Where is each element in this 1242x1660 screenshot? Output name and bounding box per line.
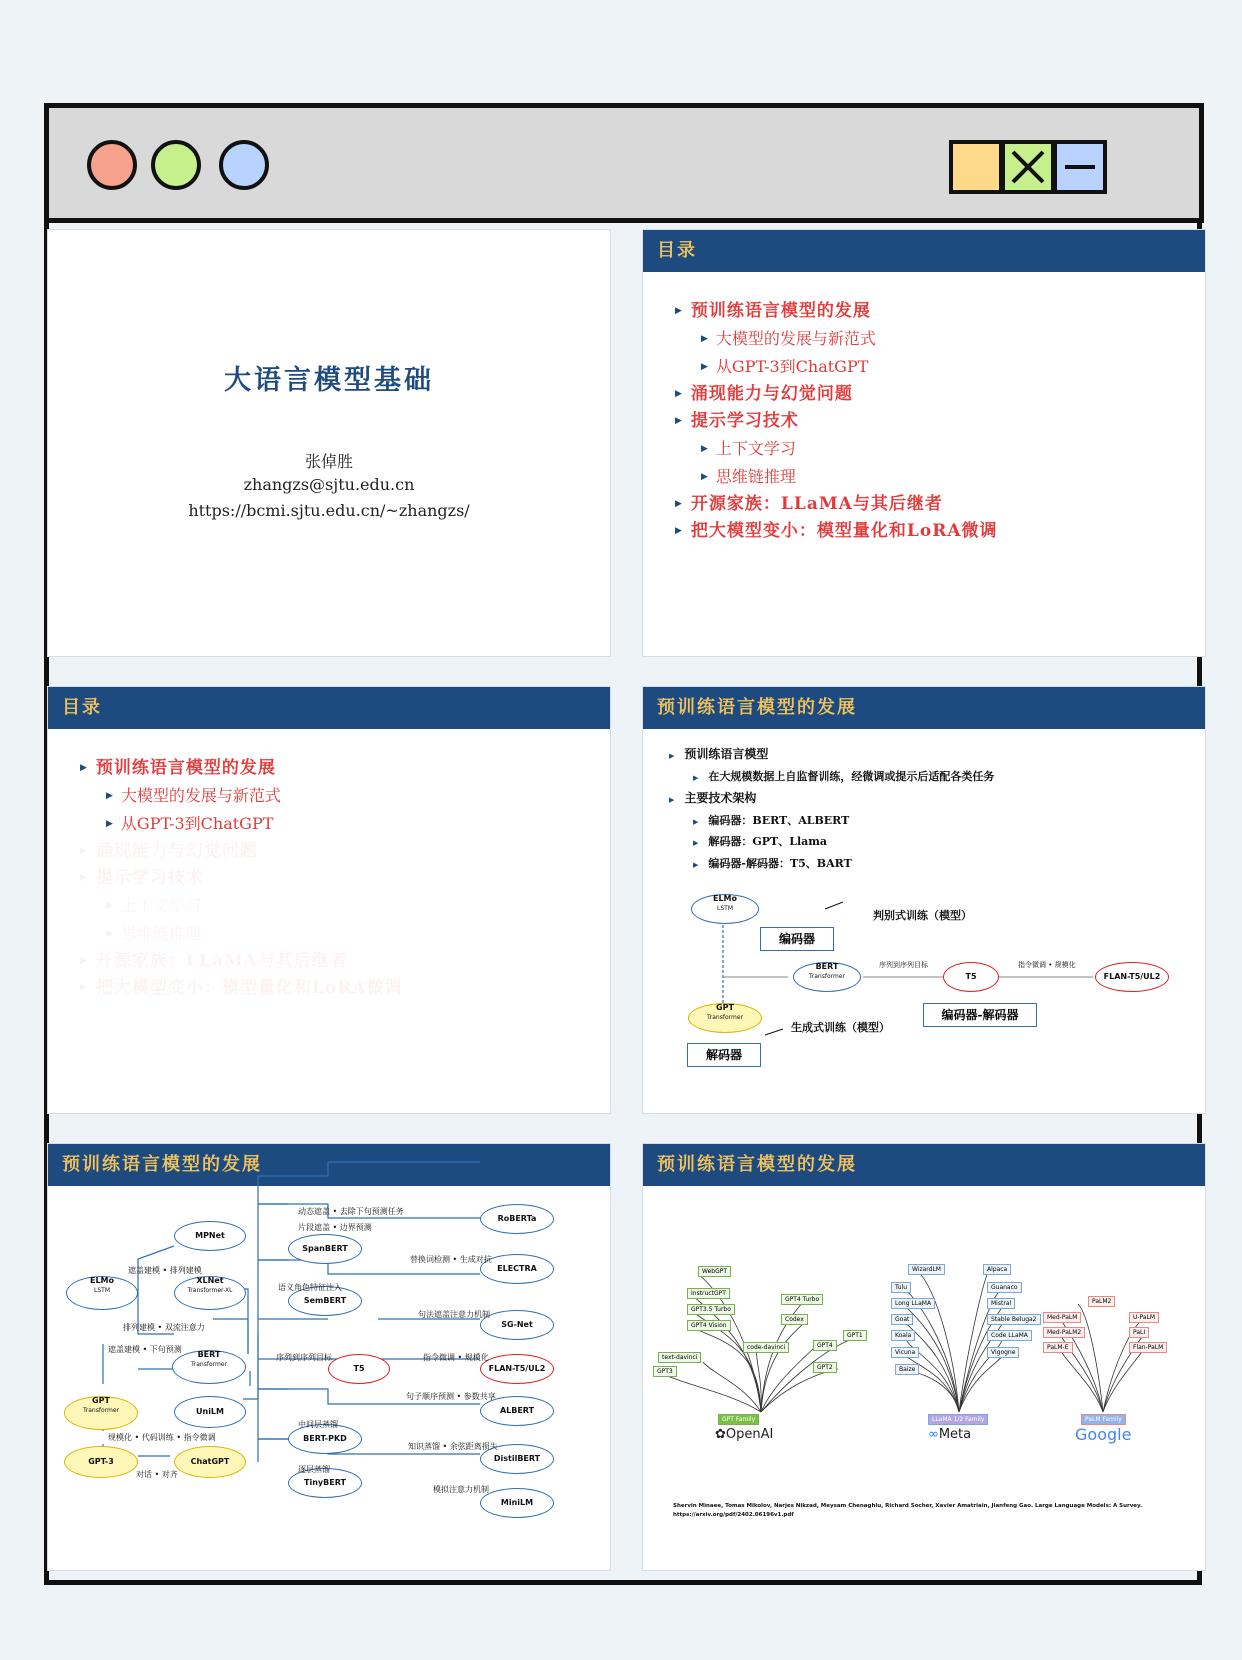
palm-family-label: PaLM Family xyxy=(1081,1414,1126,1425)
openai-icon: ✿ xyxy=(715,1427,726,1442)
slide-header: 预训练语言模型的发展 xyxy=(643,687,1205,729)
gpt-model-tag: GPT3 xyxy=(653,1366,677,1377)
llama-model-tag: WizardLM xyxy=(908,1264,945,1275)
author-name: 张倬胜 xyxy=(304,452,353,471)
edge-label: 句子顺序预测 • 参数共享 xyxy=(406,1392,496,1401)
node-t5: T5 xyxy=(328,1354,390,1384)
bullet-icon: ▶ xyxy=(675,526,683,536)
toc-text: 把大模型变小：模型量化和LoRA微调 xyxy=(95,978,403,998)
llama-model-tag: Baize xyxy=(895,1364,919,1375)
slide-toc[interactable] xyxy=(642,229,1206,657)
toc-text: 提示学习技术 xyxy=(95,868,204,888)
gpt-model-tag: GPT4 xyxy=(813,1340,837,1351)
bullet-icon: ▶ xyxy=(693,859,699,869)
author-url: https://bcmi.sjtu.edu.cn/~zhangzs/ xyxy=(188,501,470,520)
node-xlnet: XLNet Transformer-XL xyxy=(174,1276,246,1310)
toc-list xyxy=(675,298,998,545)
node-sembert: SemBERT xyxy=(288,1286,362,1316)
toc-list xyxy=(80,755,403,1002)
edge-label: 语义角色特征注入 xyxy=(278,1283,342,1292)
node-bert: BERT Transformer xyxy=(172,1350,246,1384)
edge-label: 排列建模 • 双流注意力 xyxy=(123,1323,205,1332)
box-decoder: 解码器 xyxy=(687,1043,761,1067)
toc-subsection xyxy=(80,892,403,920)
toc-text: 从GPT-3到ChatGPT xyxy=(120,814,274,833)
bullet-icon: ▶ xyxy=(106,791,113,801)
bullet-icon: ▶ xyxy=(693,772,699,782)
node-spanbert: SpanBERT xyxy=(288,1234,362,1264)
llama-model-tag: Guanaco xyxy=(987,1282,1022,1293)
gpt-model-tag: text-davinci xyxy=(658,1352,701,1363)
toc-section xyxy=(80,948,403,975)
bullet-icon: ▶ xyxy=(669,795,675,804)
edge-label: 遮盖建模 • 下句预测 xyxy=(108,1345,182,1354)
edge-label: 片段遮盖 • 边界预测 xyxy=(298,1223,372,1232)
node-tinybert: TinyBERT xyxy=(288,1468,362,1498)
slide-header: 预训练语言模型的发展 xyxy=(48,1144,610,1186)
llama-model-tag: Koala xyxy=(891,1330,915,1341)
edge-label: 中间层蒸馏 xyxy=(298,1420,338,1429)
maximize-button[interactable] xyxy=(949,140,1003,194)
node-distilbert: DistilBERT xyxy=(480,1444,554,1474)
minimize-button[interactable] xyxy=(1053,140,1107,194)
node-minilm: MiniLM xyxy=(480,1488,554,1518)
gpt-model-tag: Codex xyxy=(781,1314,808,1325)
toc-text: 预训练语言模型的发展 xyxy=(690,301,871,321)
edge-label: 动态遮盖 • 去除下句预测任务 xyxy=(298,1207,404,1216)
bullet-icon: ▶ xyxy=(675,306,683,316)
palm-model-tag: Flan-PaLM xyxy=(1129,1342,1167,1353)
llama-model-tag: Stable Beluga2 xyxy=(987,1314,1041,1325)
bullet-text: 编码器：BERT、ALBERT xyxy=(708,813,850,827)
edge-label: 替换词检测 • 生成对抗 xyxy=(410,1255,492,1264)
gpt-model-tag: code-davinci xyxy=(743,1342,789,1353)
toc-section xyxy=(675,518,998,545)
llama-model-tag: Alpaca xyxy=(983,1264,1011,1275)
toc-text: 大模型的发展与新范式 xyxy=(120,786,281,805)
box-encoder: 编码器 xyxy=(760,927,834,951)
palm-model-tag: U-PaLM xyxy=(1129,1312,1159,1323)
node-gpt: GPT Transformer xyxy=(688,1003,762,1033)
edge-label: 指令微调 • 规模化 xyxy=(423,1353,489,1362)
box-encoder-decoder: 编码器-解码器 xyxy=(923,1003,1037,1027)
toc-section xyxy=(80,975,403,1002)
bullet-icon: ▶ xyxy=(80,956,88,966)
slide-plm-architectures[interactable] xyxy=(642,686,1206,1114)
slide-plm-family-tree[interactable] xyxy=(47,1143,611,1571)
slide-header: 目录 xyxy=(643,230,1205,272)
toc-text: 开源家族：LLaMA与其后继者 xyxy=(95,951,348,971)
toc-subsection xyxy=(80,810,403,838)
slide-toc-section1[interactable] xyxy=(47,686,611,1114)
bullet-icon: ▶ xyxy=(80,846,88,856)
toc-text: 提示学习技术 xyxy=(690,411,799,431)
slide-llm-families[interactable] xyxy=(642,1143,1206,1571)
node-unilm: UniLM xyxy=(174,1396,246,1428)
node-bert: BERT Transformer xyxy=(793,962,861,992)
toc-section xyxy=(80,838,403,865)
llama-model-tag: Mistral xyxy=(987,1298,1015,1309)
minimize-icon xyxy=(1057,144,1103,190)
gpt-model-tag: GPT4 Turbo xyxy=(781,1294,823,1305)
node-mpnet: MPNet xyxy=(174,1221,246,1251)
bullet-icon: ▶ xyxy=(693,838,699,847)
bullet-icon: ▶ xyxy=(701,444,708,454)
bullet-icon: ▶ xyxy=(80,763,88,773)
node-roberta: RoBERTa xyxy=(480,1204,554,1234)
toc-text: 上下文学习 xyxy=(120,896,201,915)
toc-section xyxy=(675,408,998,435)
bullet-text: 在大规模数据上自监督训练，经微调或提示后适配各类任务 xyxy=(708,769,995,783)
llama-model-tag: Vicuna xyxy=(891,1347,919,1358)
meta-logo: ∞Meta xyxy=(928,1427,972,1442)
bullet-text: 编码器-解码器：T5、BART xyxy=(708,856,852,870)
toc-section xyxy=(80,865,403,892)
node-albert: ALBERT xyxy=(480,1396,554,1426)
node-elmo: ELMo LSTM xyxy=(66,1276,138,1310)
toc-text: 大模型的发展与新范式 xyxy=(715,329,876,348)
llama-model-tag: Tulu xyxy=(891,1282,911,1293)
label-seq2seq: 序列到序列目标 xyxy=(879,961,928,969)
label-generative: 生成式训练（模型） xyxy=(791,1021,890,1034)
window-titlebar xyxy=(44,103,1204,223)
toc-text: 开源家族：LLaMA与其后继者 xyxy=(690,494,943,514)
edge-label: 逐层蒸馏 xyxy=(298,1465,330,1474)
toc-text: 涌现能力与幻觉问题 xyxy=(95,841,258,861)
edge-label: 知识蒸馏 • 余弦距离损失 xyxy=(408,1442,498,1451)
toc-text: 上下文学习 xyxy=(715,439,796,458)
toc-section xyxy=(675,298,998,325)
bullet-icon: ▶ xyxy=(106,819,113,829)
gpt-model-tag: InstructGPT xyxy=(687,1288,730,1299)
toc-text: 涌现能力与幻觉问题 xyxy=(690,384,853,404)
toc-subsection xyxy=(675,463,998,491)
bullet-icon: ▶ xyxy=(675,416,683,426)
node-gpt3: GPT-3 xyxy=(64,1446,138,1478)
close-icon xyxy=(1005,144,1051,190)
slide-title[interactable] xyxy=(47,229,611,657)
llama-family-label: LLaMA 1/2 Family xyxy=(928,1414,988,1425)
bullet-icon: ▶ xyxy=(701,362,708,372)
llama-model-tag: Code LLaMA xyxy=(987,1330,1032,1341)
llama-model-tag: Long LLaMA xyxy=(891,1298,935,1309)
node-chatgpt: ChatGPT xyxy=(174,1446,246,1478)
bullet-icon: ▶ xyxy=(675,389,683,399)
toc-text: 思维链推理 xyxy=(715,467,796,486)
llama-model-tag: Goat xyxy=(891,1314,913,1325)
citation: Shervin Minaee, Tomas Mikolov, Narjes Nikzad, Meysam Chenaghlu, Richard Socher, Xavier Amatriain, Jianfeng Gao. Large Language Models: A Survey. https://arxiv.org/pdf/2402.06196v1.pdf xyxy=(673,1503,1143,1518)
palm-model-tag: Med-PaLM2 xyxy=(1043,1327,1085,1338)
toc-subsection xyxy=(80,920,403,948)
toc-section xyxy=(675,381,998,408)
toc-text: 预训练语言模型的发展 xyxy=(95,758,276,778)
slide-title-text: 大语言模型基础 xyxy=(224,365,434,396)
bullet-icon: ▶ xyxy=(693,816,699,826)
node-gpt: GPT Transformer xyxy=(64,1396,138,1430)
gpt-model-tag: GPT2 xyxy=(813,1362,837,1373)
palm-model-tag: PaLI xyxy=(1129,1327,1149,1338)
google-logo: Google xyxy=(1075,1425,1132,1444)
edge-label: 句法遮盖注意力机制 xyxy=(418,1310,490,1319)
author-email: zhangzs@sjtu.edu.cn xyxy=(243,475,415,494)
node-flan: FLAN-T5/UL2 xyxy=(480,1354,554,1384)
toc-text: 思维链推理 xyxy=(120,924,201,943)
node-t5: T5 xyxy=(943,962,999,992)
bullet-icon: ▶ xyxy=(701,472,708,482)
edge-label: 规模化 • 代码训练 • 指令微调 xyxy=(108,1433,216,1442)
label-instruct: 指令微调 • 规模化 xyxy=(1018,961,1076,969)
edge-label: 序列到序列目标 xyxy=(276,1353,332,1362)
node-sgnet: SG-Net xyxy=(480,1310,554,1340)
green-dot[interactable] xyxy=(151,140,201,190)
bullet-icon: ▶ xyxy=(106,901,113,911)
node-elmo: ELMo LSTM xyxy=(691,894,759,924)
slide-header: 目录 xyxy=(48,687,610,729)
bullet-text: 主要技术架构 xyxy=(684,791,757,805)
bullet-text: 解码器：GPT、Llama xyxy=(708,835,828,848)
gpt-model-tag: GPT4 Vision xyxy=(687,1320,731,1331)
toc-subsection xyxy=(675,325,998,353)
toc-subsection xyxy=(80,782,403,810)
node-electra: ELECTRA xyxy=(480,1254,554,1284)
edge-label: 对话 • 对齐 xyxy=(136,1470,178,1479)
bullet-text: 预训练语言模型 xyxy=(684,747,769,761)
llama-model-tag: Vigogne xyxy=(987,1347,1019,1358)
palm-model-tag: PaLM2 xyxy=(1088,1296,1115,1307)
bullet-icon: ▶ xyxy=(675,499,683,509)
slide-header: 预训练语言模型的发展 xyxy=(643,1144,1205,1186)
meta-icon: ∞ xyxy=(928,1427,939,1442)
gpt-model-tag: GPT1 xyxy=(843,1330,867,1341)
edge-label: 模拟注意力机制 xyxy=(433,1485,489,1494)
red-dot[interactable] xyxy=(87,140,137,190)
toc-subsection xyxy=(675,353,998,381)
palm-model-tag: PaLM-E xyxy=(1043,1342,1073,1353)
bullet-icon: ▶ xyxy=(701,334,708,344)
bullet-icon: ▶ xyxy=(80,983,88,993)
toc-text: 从GPT-3到ChatGPT xyxy=(715,357,869,376)
edge-label: 遮盖建模 • 排列建模 xyxy=(128,1266,202,1275)
openai-logo: ✿OpenAI xyxy=(715,1427,774,1442)
gpt-model-tag: WebGPT xyxy=(698,1266,731,1277)
blue-dot[interactable] xyxy=(219,140,269,190)
node-flan: FLAN-T5/UL2 xyxy=(1095,962,1169,992)
toc-section xyxy=(80,755,403,782)
toc-section xyxy=(675,491,998,518)
palm-model-tag: Med-PaLM xyxy=(1043,1312,1081,1323)
toc-text: 把大模型变小：模型量化和LoRA微调 xyxy=(690,521,998,541)
label-discriminative: 判别式训练（模型） xyxy=(873,909,972,922)
bullet-icon: ▶ xyxy=(80,873,88,883)
gpt-model-tag: GPT3.5 Turbo xyxy=(687,1304,735,1315)
node-bertpkd: BERT-PKD xyxy=(288,1424,362,1454)
bullet-icon: ▶ xyxy=(669,751,675,760)
bullet-icon: ▶ xyxy=(106,929,113,939)
gpt-family-label: GPT Family xyxy=(718,1414,759,1425)
close-button[interactable] xyxy=(1001,140,1055,194)
toc-subsection xyxy=(675,435,998,463)
